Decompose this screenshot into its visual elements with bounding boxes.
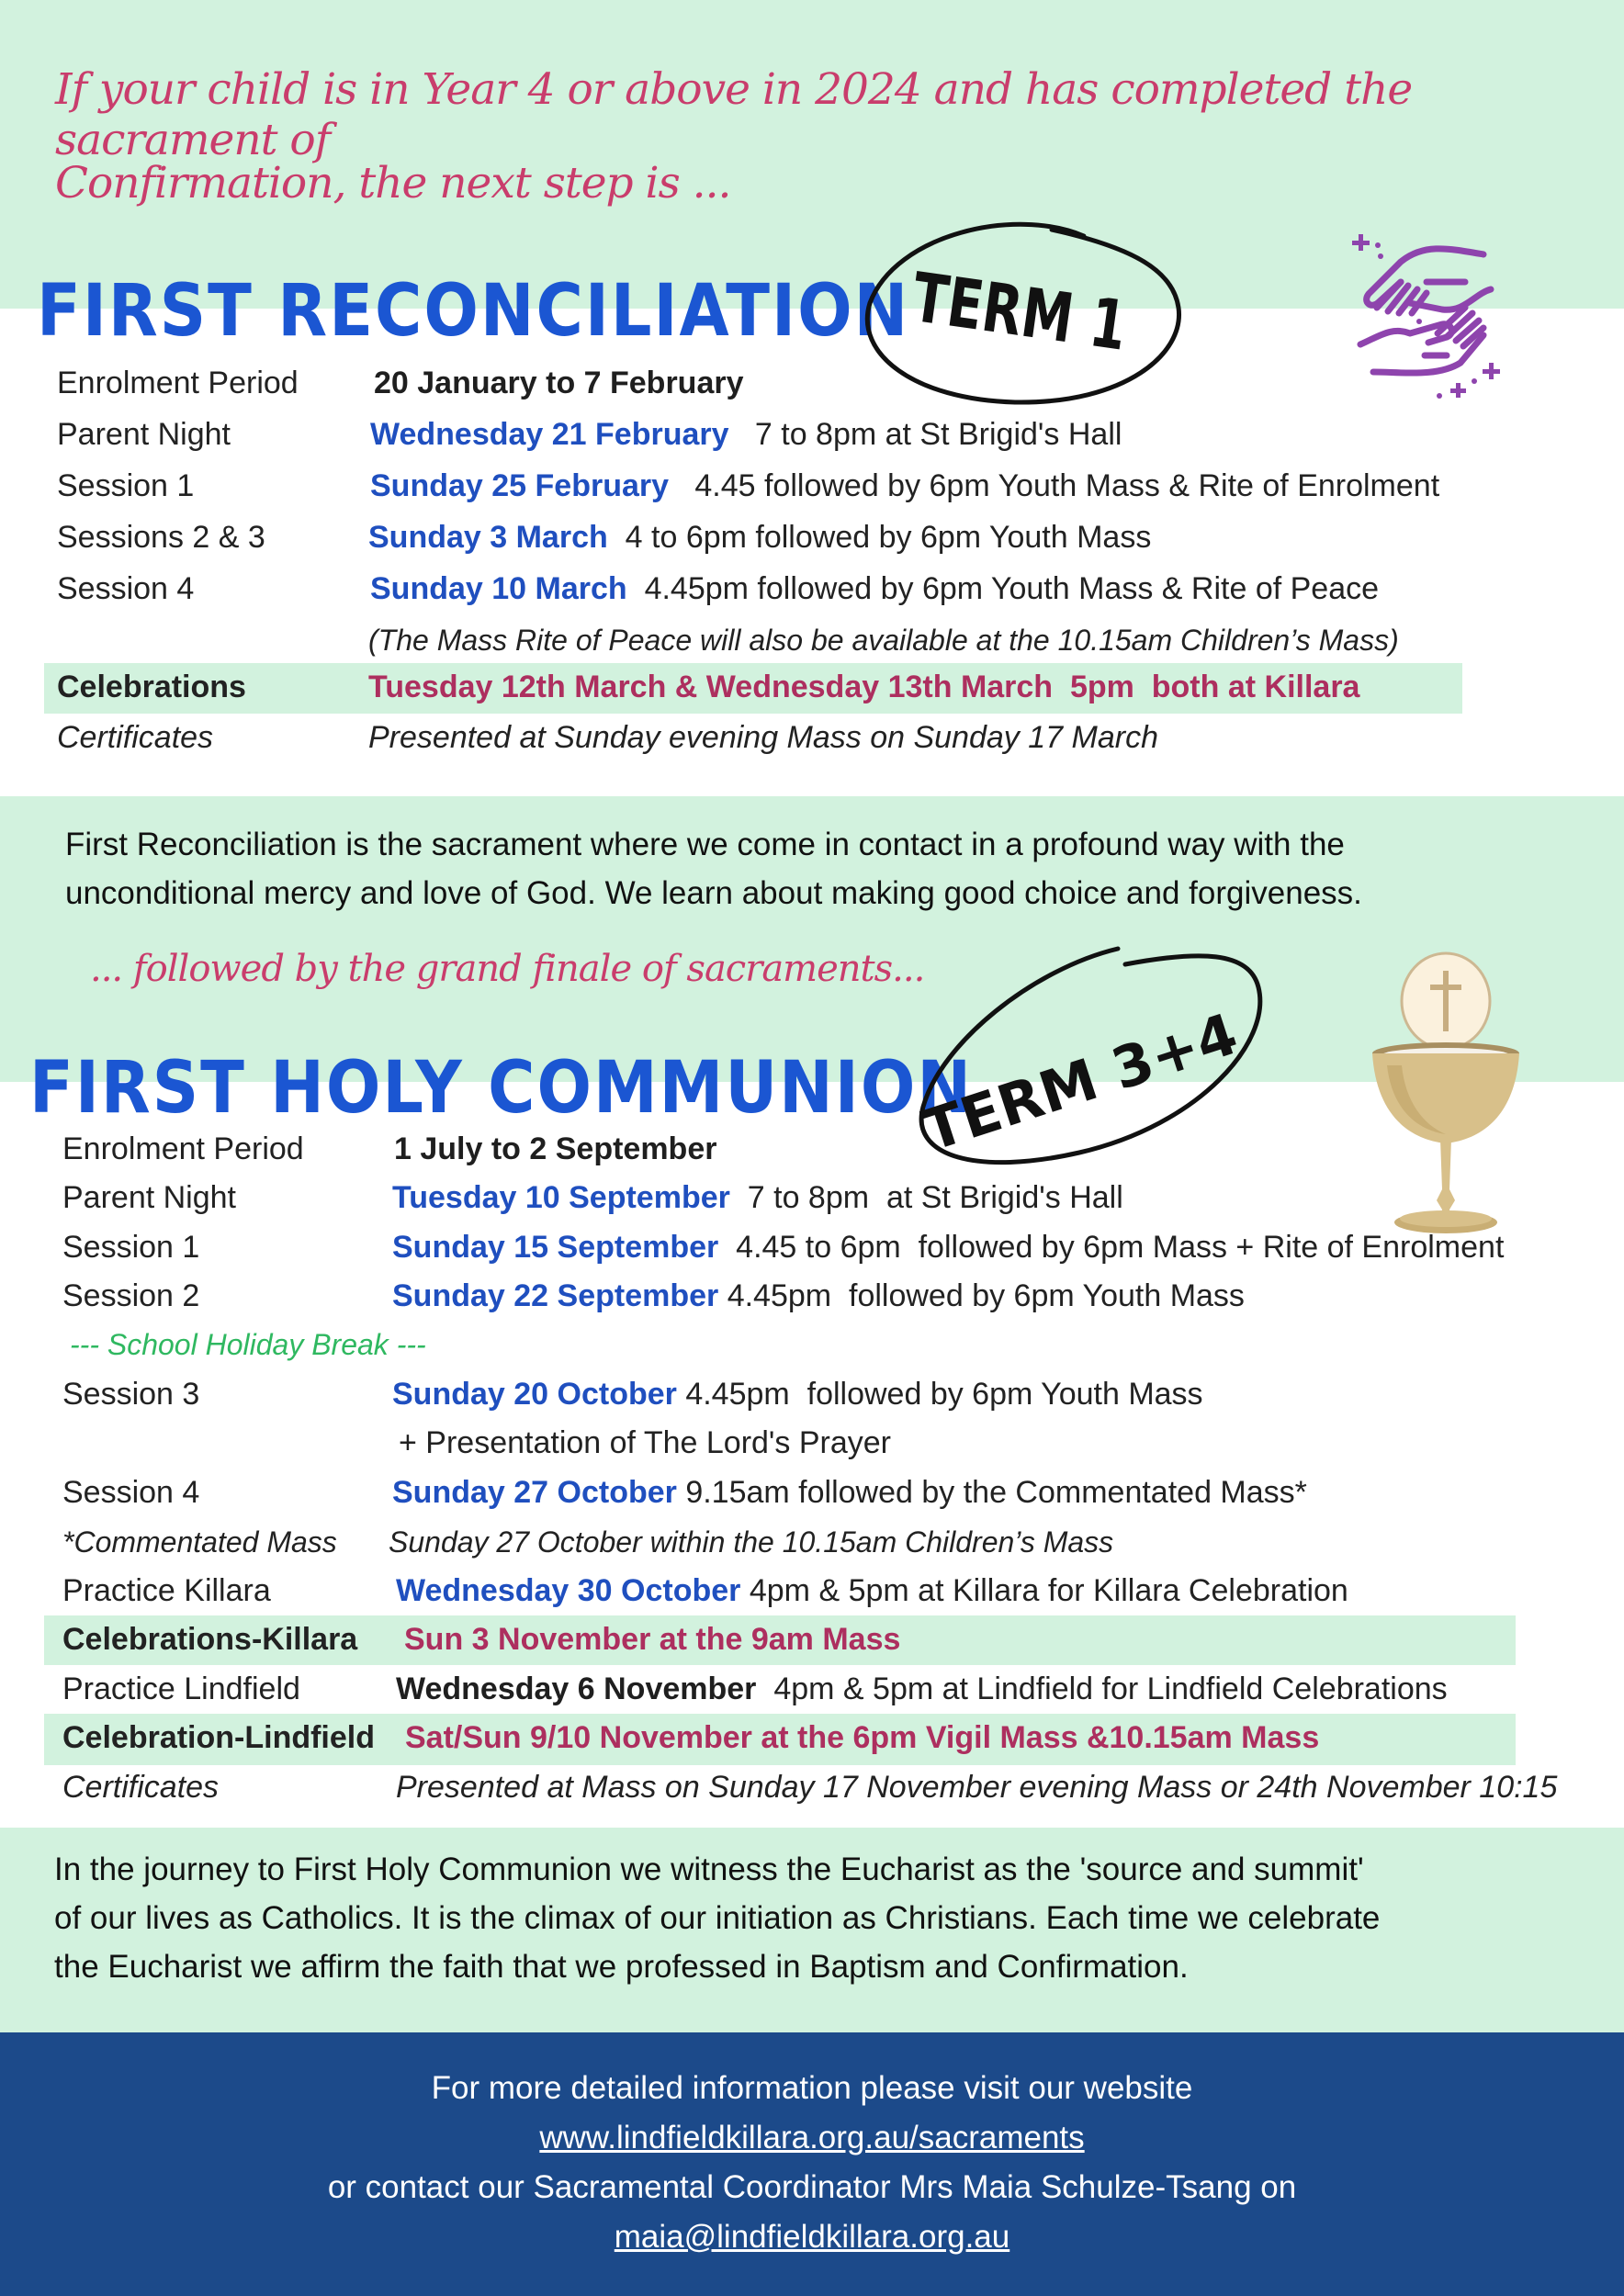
row-value — [392, 1179, 1123, 1216]
communion-session-3-extra: + Presentation of The Lord's Prayer — [399, 1425, 891, 1460]
row-date: Wednesday 21 February — [370, 417, 729, 452]
term-1-badge — [859, 216, 1190, 409]
row-detail: 4 to 6pm followed by 6pm Youth Mass — [625, 520, 1152, 555]
footer-contact-line: or contact our Sacramental Coordinator Mrs Maia Schulze-Tsang on — [327, 2169, 1297, 2205]
row-value — [392, 1277, 1245, 1314]
row-label: Certificates — [57, 720, 214, 755]
row-date: Sunday 22 September — [392, 1278, 719, 1313]
footer-email-row — [0, 2212, 1624, 2262]
row-date: Wednesday 6 November — [396, 1671, 757, 1706]
term-3-4-text: TERM 3+4 — [915, 999, 1246, 1165]
row-value: Presented at Sunday evening Mass on Sunday 17 March — [368, 720, 1158, 755]
row-value — [368, 519, 1151, 556]
row-date: Sunday 15 September — [392, 1230, 719, 1265]
row-detail: 4.45pm followed by 6pm Youth Mass & Rite of Peace — [644, 571, 1380, 606]
row-detail: 4.45pm followed by 6pm Youth Mass — [727, 1278, 1245, 1313]
row-date: 1 July to 2 September — [394, 1131, 717, 1166]
communion-description-line-2: of our lives as Catholics. It is the climax of our initiation as Christians. Each time we celebrate — [54, 1900, 1381, 1936]
communion-title: FIRST HOLY COMMUNION — [29, 1045, 973, 1130]
row-detail: 4pm & 5pm at Killara for Killara Celebration — [749, 1573, 1348, 1608]
row-date: Sunday 10 March — [370, 571, 627, 606]
row-detail: 4pm & 5pm at Lindfield for Lindfield Celebrations — [773, 1671, 1448, 1706]
chalice-host-icon — [1369, 951, 1525, 1235]
row-label: Celebration-Lindfield — [62, 1720, 375, 1755]
row-value: Sunday 27 October within the 10.15am Children’s Mass — [389, 1525, 1114, 1559]
row-date: Sunday 3 March — [368, 520, 608, 555]
giving-hands-icon — [1336, 225, 1520, 409]
row-value — [396, 1671, 1448, 1707]
row-label: *Commentated Mass — [62, 1525, 337, 1559]
email-link[interactable]: maia@lindfieldkillara.org.au — [614, 2219, 1010, 2255]
row-value: Presented at Mass on Sunday 17 November evening Mass or 24th November 10:15 — [396, 1770, 1558, 1805]
reconciliation-description-line-2: unconditional mercy and love of God. We learn about making good choice and forgiveness. — [65, 875, 1362, 911]
term-1-text: TERM 1 — [908, 258, 1132, 366]
row-date: Wednesday 30 October — [396, 1573, 741, 1608]
row-value: Sun 3 November at the 9am Mass — [404, 1622, 901, 1657]
row-detail: 7 to 8pm at St Brigid's Hall — [754, 417, 1122, 452]
row-value — [392, 1229, 1504, 1266]
row-label: Session 2 — [62, 1278, 200, 1313]
intro-line-1: If your child is in Year 4 or above in 2024 and has completed the sacrament of — [55, 64, 1413, 165]
row-date: Sunday 25 February — [370, 468, 670, 503]
row-value — [370, 467, 1439, 504]
transition-text: ... followed by the grand finale of sacraments... — [90, 948, 925, 990]
row-date: Sunday 27 October — [392, 1475, 677, 1510]
row-detail: 4.45 followed by 6pm Youth Mass & Rite of Enrolment — [694, 468, 1440, 503]
row-value — [392, 1376, 1203, 1412]
row-value — [370, 570, 1379, 607]
row-value — [396, 1572, 1348, 1609]
row-value: Tuesday 12th March & Wednesday 13th March 5pm both at Killara — [368, 670, 1360, 704]
row-label: Parent Night — [62, 1180, 236, 1215]
reconciliation-note: (The Mass Rite of Peace will also be available at the 10.15am Children’s Mass) — [368, 624, 1399, 657]
row-label: Session 1 — [62, 1230, 200, 1265]
row-value — [392, 1474, 1307, 1511]
footer-website-row — [0, 2113, 1624, 2163]
row-label: Session 4 — [57, 571, 195, 606]
row-label: Enrolment Period — [62, 1131, 304, 1166]
communion-description-line-3: the Eucharist we affirm the faith that we professed in Baptism and Confirmation. — [54, 1949, 1189, 1985]
row-value — [370, 416, 1122, 453]
row-label: Practice Lindfield — [62, 1671, 300, 1706]
row-label: Practice Killara — [62, 1573, 271, 1608]
row-date: Sunday 20 October — [392, 1377, 677, 1412]
row-label: Celebrations-Killara — [62, 1622, 358, 1657]
hand-drawn-ellipse-icon — [859, 216, 1190, 409]
row-detail: 7 to 8pm at St Brigid's Hall — [747, 1180, 1123, 1215]
row-label: Session 1 — [57, 468, 195, 503]
reconciliation-description-line-1: First Reconciliation is the sacrament where we come in contact in a profound way with the — [65, 827, 1345, 862]
row-detail: 4.45 to 6pm followed by 6pm Mass + Rite of Enrolment — [736, 1230, 1505, 1265]
reconciliation-title: FIRST RECONCILIATION — [37, 268, 910, 353]
row-label: Certificates — [62, 1770, 220, 1805]
term-3-4-badge — [905, 941, 1272, 1180]
row-value: Sat/Sun 9/10 November at the 6pm Vigil Mass &10.15am Mass — [405, 1720, 1320, 1755]
footer-info-line: For more detailed information please visit our website — [431, 2070, 1193, 2106]
hand-drawn-ellipse-icon — [905, 941, 1272, 1180]
school-holiday-break: --- School Holiday Break --- — [70, 1328, 426, 1361]
row-label: Celebrations — [57, 670, 246, 704]
website-link[interactable]: www.lindfieldkillara.org.au/sacraments — [539, 2120, 1085, 2155]
row-detail: 4.45pm followed by 6pm Youth Mass — [685, 1377, 1203, 1412]
row-date: 20 January to 7 February — [374, 366, 744, 400]
row-detail: 9.15am followed by the Commentated Mass* — [685, 1475, 1307, 1510]
row-label: Enrolment Period — [57, 366, 299, 400]
row-label: Session 3 — [62, 1377, 200, 1412]
intro-line-2: Confirmation, the next step is ... — [55, 158, 731, 208]
row-label: Session 4 — [62, 1475, 200, 1510]
row-label: Sessions 2 & 3 — [57, 520, 265, 555]
communion-description-line-1: In the journey to First Holy Communion we witness the Eucharist as the 'source and summit' — [54, 1851, 1364, 1887]
row-date: Tuesday 10 September — [392, 1180, 730, 1215]
row-label: Parent Night — [57, 417, 231, 452]
